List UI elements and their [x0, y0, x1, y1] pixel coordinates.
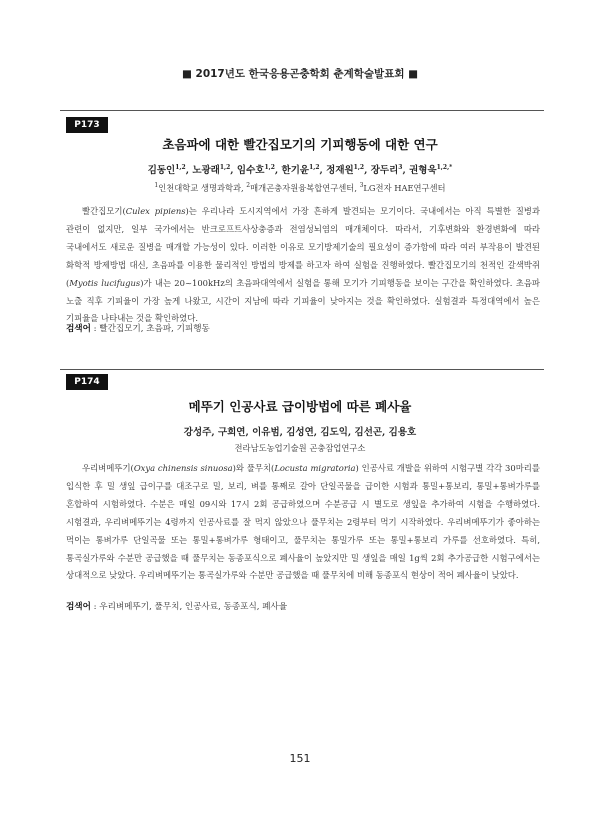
abstract-title: 메뚜기 인공사료 급이방법에 따른 폐사율 [188, 399, 412, 414]
keywords-label: 검색어 [66, 324, 91, 334]
section-divider-top [60, 110, 544, 111]
keywords: 검색어 : 우리벼메뚜기, 풀무치, 인공사료, 동종포식, 폐사율 [66, 602, 288, 612]
abstract-body: 빨간집모기(Culex pipiens)는 우리나라 도시지역에서 가장 흔하게 발견되는 모기이다. 국내에서는 아직 특별한 질병과 관련이 없지만, 일부 국가에서는 반크로프트사상충증과 전염성뇌염의 매개체이다. 따라서, 기후변화와 환경변화에 따라 국내에서도 새로운 질병을 매개할 가능성이 있다. 이러한 이유로 모기방제기술의 필요성이 증가함에 따라 여러 부작용이 발견된 화학적 방제방법 대신, 초음파를 이용한 물리적인 방법의 방제를 하고자 하여 실험을 진행하였다. 빨간집모기의 천적인 갈색박쥐(Myotis lucifugus)가 내는 20~100kHz의 초음파대역에서 실험을 통해 모기가 기피행동을 보이는 구간을 확인하였다. 초음파 노출 직후 기피율이 가장 높게 나왔고, 시간이 지남에 따라 기피율이 낮아지는 것을 확인하였다. 실험결과 특정대역에서 높은 기피율을 나타내는 것을 확인하였다. [66, 206, 540, 324]
abstract-body: 우리벼메뚜기(Oxya chinensis sinuosa)와 풀무치(Locusta migratoria) 인공사료 개발을 위하여 시험구별 각각 30마리를 입식한 후 밀 생잎 급이구를 대조구로 밀, 보리, 벼를 통째로 갈아 단일곡물을 급이한 시험과 통밀+통보리, 통밀+통벼가루를 혼합하여 시험하였다. 수분은 매일 09시와 17시 2회 공급하였으며 수분공급 시 별도로 생잎을 추가하여 시험을 수행하였다. 시험결과, 우리벼메뚜기는 4령까지 인공사료를 잘 먹지 않았으나 풀무치는 2령부터 먹기 시작하였다. 우리벼메뚜기가 좋아하는 먹이는 통벼가루 단일곡물 또는 통밀+통벼가루 형태이고, 풀무치는 통밀가루 또는 통밀+통보리 가루를 선호하였다. 특히, 통곡실가루와 수분만 공급했을 때 풀무치는 동종포식으로 폐사율이 높았지만 밀 생잎을 매일 1g씩 2회 추가공급한 시험구에서는 상대적으로 낮았다. 우리벼메뚜기는 통곡실가루와 수분만 공급했을 때 풀무치에 비해 동종포식 현상이 적어 폐사율이 낮았다. [66, 463, 540, 581]
keywords: 검색어 : 빨간집모기, 초음파, 기피행동 [66, 324, 210, 334]
author-list: 김동인$^{1,2}$, 노광래$^{1,2}$, 임수호$^{1,2}$, 한기윤$^{1,2}$, 정재원$^{1,2}$, 장두리$^3$, 권형욱$^{1,2,*}$ [147, 163, 453, 176]
abstract-id-badge: P173 [66, 117, 108, 133]
affiliations: 전라남도농업기술원 곤충잠업연구소 [234, 443, 366, 453]
keywords-label: 검색어 [66, 602, 91, 612]
author: 노광래$^{1,2}$ [192, 163, 231, 176]
author-list: 강성주, 구희연, 이유범, 김성연, 김도익, 김선곤, 김용호 [183, 427, 417, 438]
author: 정재원$^{1,2}$ [326, 163, 365, 176]
page-number: 151 [289, 752, 311, 765]
author: 임수호$^{1,2}$ [236, 163, 275, 176]
author: 장두리$^3$ [370, 163, 403, 176]
abstract-title: 초음파에 대한 빨간집모기의 기피행동에 대한 연구 [162, 137, 438, 152]
affiliations: $^1$인천대학교 생명과학과, $^2$매개곤충자원융복합연구센터, $^3$LG전자 HAE연구센터 [154, 182, 446, 193]
abstract-id-badge: P174 [66, 374, 108, 390]
section-divider-top [60, 369, 544, 370]
author: 한기윤$^{1,2}$ [281, 163, 320, 176]
author: 김동인$^{1,2}$ [147, 163, 186, 176]
author: 권형욱$^{1,2,*}$ [409, 163, 453, 176]
conference-header: ■ 2017년도 한국응용곤충학회 춘계학술발표회 ■ [181, 68, 419, 80]
